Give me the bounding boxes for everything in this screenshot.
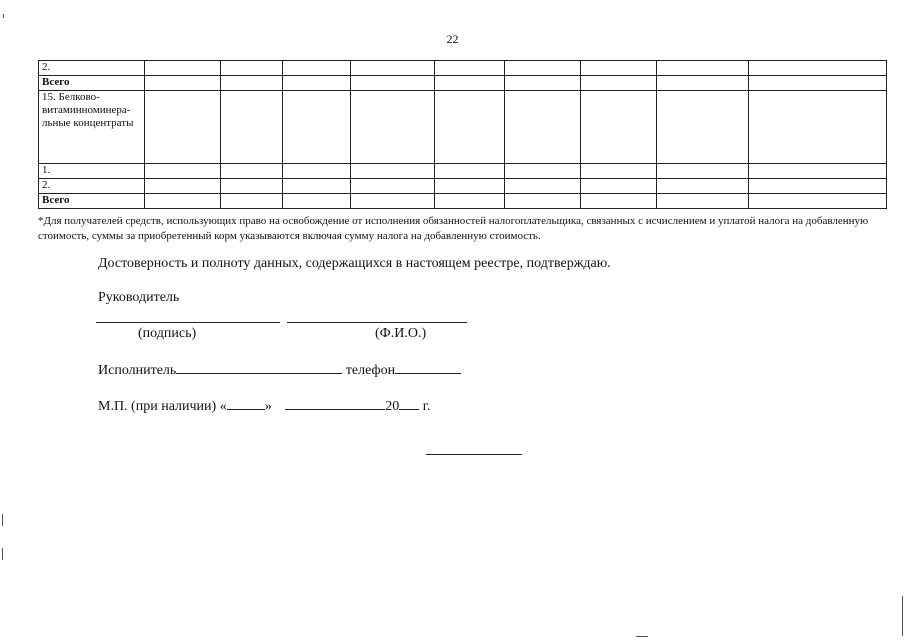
row-label: 2.	[39, 61, 145, 76]
empty-cell	[145, 91, 221, 164]
empty-cell	[505, 61, 581, 76]
empty-cell	[221, 91, 283, 164]
scan-mark	[636, 636, 648, 637]
empty-cell	[657, 179, 749, 194]
phone-label: телефон	[345, 363, 396, 378]
row-label: 15. Белково-витаминноминера-льные концентраты	[39, 91, 145, 164]
empty-cell	[145, 164, 221, 179]
empty-cell	[505, 91, 581, 164]
row-label: Всего	[39, 76, 145, 91]
empty-cell	[351, 164, 435, 179]
empty-cell	[283, 91, 351, 164]
scan-mark	[2, 514, 3, 526]
empty-cell	[581, 164, 657, 179]
empty-cell	[749, 164, 887, 179]
row-label: Всего	[39, 194, 145, 209]
end-line	[426, 454, 522, 455]
day-blank	[227, 396, 265, 410]
row-label: 2.	[39, 179, 145, 194]
empty-cell	[221, 61, 283, 76]
empty-cell	[657, 61, 749, 76]
empty-cell	[435, 61, 505, 76]
empty-cell	[505, 179, 581, 194]
empty-cell	[435, 76, 505, 91]
month-blank	[285, 396, 385, 410]
scan-mark	[902, 596, 903, 636]
empty-cell	[749, 76, 887, 91]
empty-cell	[145, 76, 221, 91]
scan-mark	[3, 14, 4, 18]
head-label: Руководитель	[98, 290, 180, 305]
empty-cell	[749, 194, 887, 209]
empty-cell	[351, 61, 435, 76]
empty-cell	[435, 194, 505, 209]
table-row	[39, 91, 887, 164]
empty-cell	[749, 91, 887, 164]
empty-cell	[435, 164, 505, 179]
empty-cell	[435, 179, 505, 194]
empty-cell	[581, 179, 657, 194]
quote-close: »	[264, 399, 272, 414]
empty-cell	[351, 76, 435, 91]
empty-cell	[581, 76, 657, 91]
register-table	[38, 60, 887, 209]
empty-cell	[435, 91, 505, 164]
table-row	[39, 76, 887, 91]
empty-cell	[283, 61, 351, 76]
empty-cell	[283, 194, 351, 209]
empty-cell	[581, 61, 657, 76]
empty-cell	[145, 61, 221, 76]
empty-cell	[351, 194, 435, 209]
empty-cell	[749, 61, 887, 76]
page-number: 22	[446, 32, 459, 46]
footnote: *Для получателей средств, использующих право на освобождение от исполнения обязанностей налогоплательщика, связанных с исчислением и уплатой налога на добавленную стоимость, суммы за приобретенный корм указываются включая сумму налога на добавленную стоимость.	[38, 215, 869, 242]
confirmation-text: Достоверность и полноту данных, содержащихся в настоящем реестре, подтверждаю.	[98, 256, 611, 271]
empty-cell	[351, 91, 435, 164]
executor-blank	[176, 360, 342, 374]
table-row	[39, 194, 887, 209]
phone-blank	[395, 360, 461, 374]
table-row	[39, 61, 887, 76]
empty-cell	[145, 179, 221, 194]
table-row	[39, 179, 887, 194]
stamp-date-row	[98, 396, 430, 415]
empty-cell	[221, 194, 283, 209]
empty-cell	[657, 164, 749, 179]
year-suffix: г.	[422, 399, 431, 414]
empty-cell	[145, 194, 221, 209]
empty-cell	[283, 179, 351, 194]
empty-cell	[581, 194, 657, 209]
scan-mark	[2, 548, 3, 560]
signature-line	[96, 322, 280, 323]
executor-label: Исполнитель	[98, 363, 177, 378]
empty-cell	[283, 164, 351, 179]
empty-cell	[657, 194, 749, 209]
empty-cell	[505, 164, 581, 179]
empty-cell	[351, 179, 435, 194]
table-row	[39, 164, 887, 179]
name-caption: (Ф.И.О.)	[375, 326, 427, 341]
signature-caption: (подпись)	[138, 326, 197, 341]
empty-cell	[657, 76, 749, 91]
year-prefix: 20	[385, 399, 400, 414]
empty-cell	[505, 76, 581, 91]
empty-cell	[221, 76, 283, 91]
empty-cell	[221, 164, 283, 179]
year-blank	[399, 396, 419, 410]
empty-cell	[749, 179, 887, 194]
empty-cell	[221, 179, 283, 194]
empty-cell	[581, 91, 657, 164]
empty-cell	[657, 91, 749, 164]
stamp-label: М.П. (при наличии) «	[98, 399, 227, 414]
empty-cell	[283, 76, 351, 91]
executor-row	[98, 360, 461, 379]
row-label: 1.	[39, 164, 145, 179]
table-body	[39, 61, 887, 209]
empty-cell	[505, 194, 581, 209]
name-line	[287, 322, 467, 323]
